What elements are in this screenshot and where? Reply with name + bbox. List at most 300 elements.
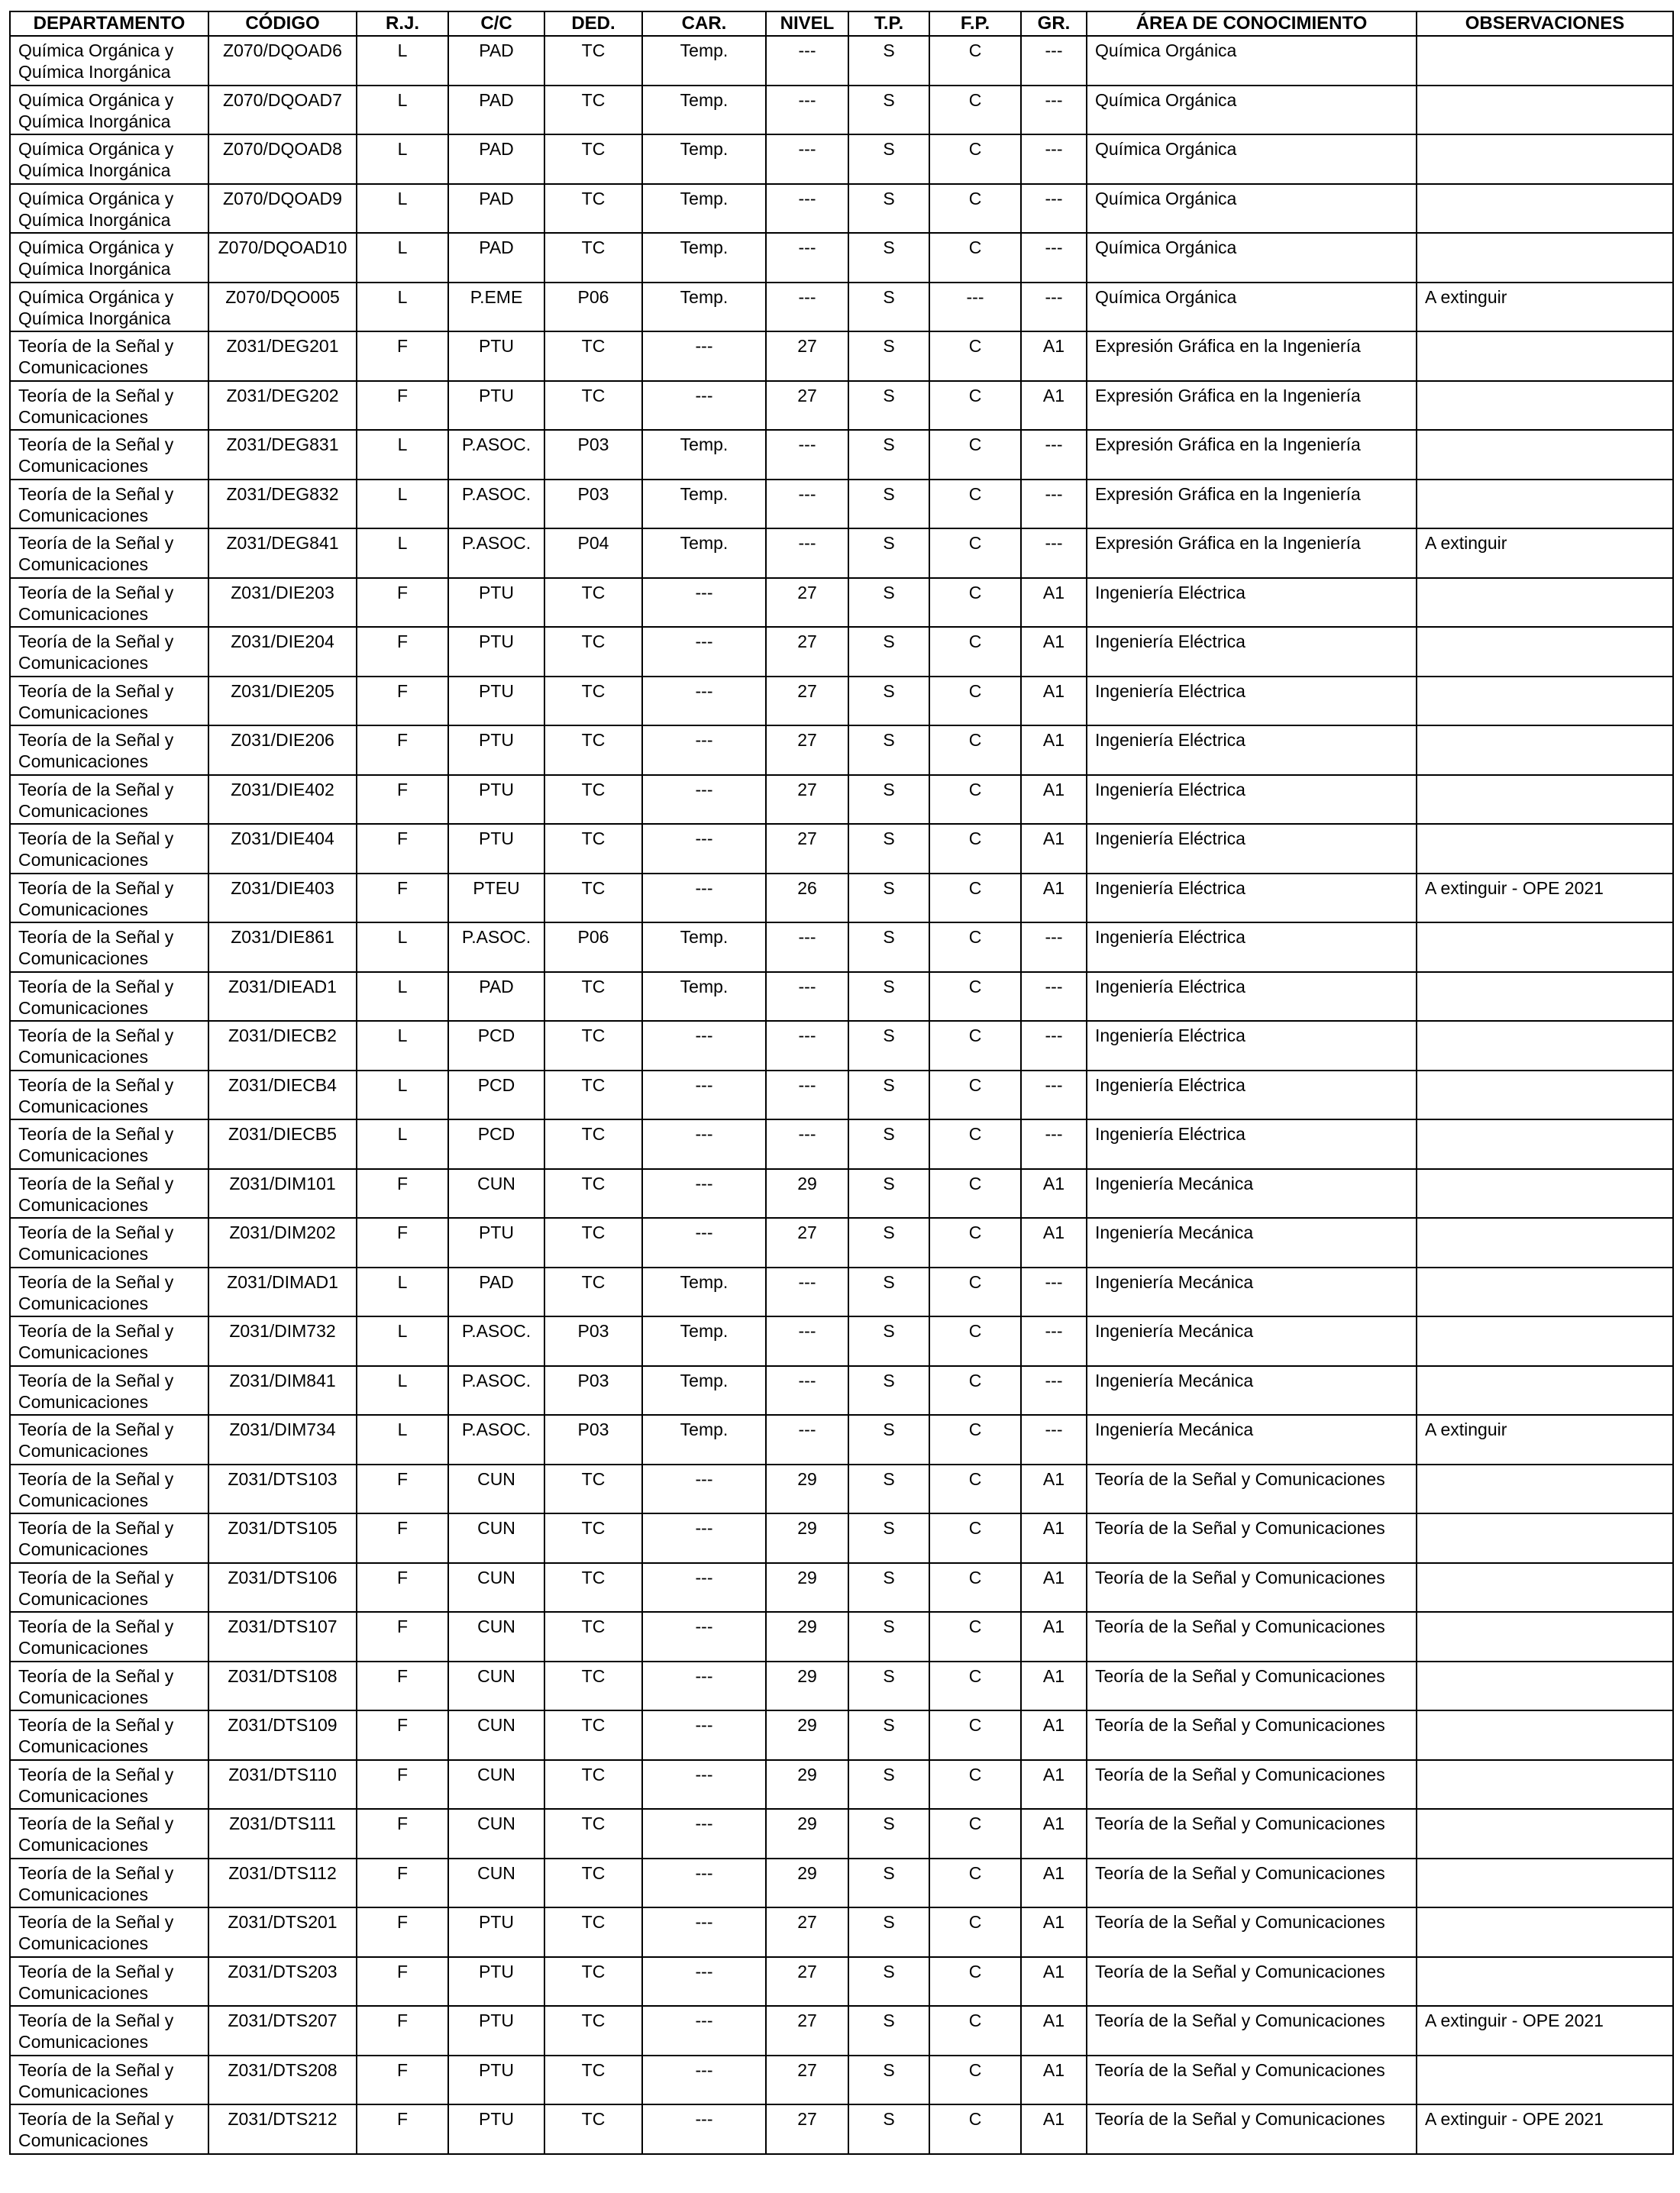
cell-rj: F xyxy=(357,381,448,431)
cell-cc: PTU xyxy=(448,1907,544,1957)
table-row xyxy=(10,1859,1673,1908)
cell-rj: L xyxy=(357,1119,448,1169)
cell-tp: S xyxy=(848,1316,929,1366)
cell-observaciones xyxy=(1417,627,1673,677)
cell-cc: PCD xyxy=(448,1071,544,1120)
header-area: ÁREA DE CONOCIMIENTO xyxy=(1087,11,1417,36)
cell-fp: C xyxy=(929,677,1021,726)
cell-departamento: Teoría de la Señal y Comunicaciones xyxy=(10,1169,208,1219)
header-car: CAR. xyxy=(642,11,766,36)
cell-observaciones xyxy=(1417,1710,1673,1760)
cell-departamento: Teoría de la Señal y Comunicaciones xyxy=(10,824,208,874)
cell-ded: P06 xyxy=(544,283,642,332)
table-row xyxy=(10,184,1673,234)
cell-nivel: --- xyxy=(766,1415,848,1465)
cell-car: Temp. xyxy=(642,922,766,972)
cell-nivel: 27 xyxy=(766,578,848,628)
cell-fp: C xyxy=(929,134,1021,184)
table-row xyxy=(10,381,1673,431)
cell-cc: CUN xyxy=(448,1710,544,1760)
table-row xyxy=(10,677,1673,726)
cell-ded: TC xyxy=(544,1612,642,1662)
cell-car: --- xyxy=(642,1760,766,1810)
cell-nivel: 27 xyxy=(766,2006,848,2056)
cell-gr: --- xyxy=(1021,430,1087,480)
cell-gr: A1 xyxy=(1021,1563,1087,1613)
cell-car: --- xyxy=(642,1809,766,1859)
cell-car: --- xyxy=(642,824,766,874)
cell-rj: L xyxy=(357,922,448,972)
cell-fp: C xyxy=(929,922,1021,972)
cell-rj: F xyxy=(357,1612,448,1662)
cell-rj: L xyxy=(357,1415,448,1465)
cell-rj: F xyxy=(357,1169,448,1219)
cell-car: --- xyxy=(642,677,766,726)
cell-ded: TC xyxy=(544,381,642,431)
cell-tp: S xyxy=(848,381,929,431)
cell-nivel: --- xyxy=(766,1316,848,1366)
cell-car: --- xyxy=(642,578,766,628)
cell-departamento: Química Orgánica y Química Inorgánica xyxy=(10,184,208,234)
cell-tp: S xyxy=(848,922,929,972)
cell-area: Química Orgánica xyxy=(1087,283,1417,332)
cell-departamento: Teoría de la Señal y Comunicaciones xyxy=(10,972,208,1022)
cell-gr: --- xyxy=(1021,1268,1087,1317)
cell-nivel: 29 xyxy=(766,1859,848,1908)
cell-observaciones: A extinguir - OPE 2021 xyxy=(1417,874,1673,923)
cell-observaciones xyxy=(1417,1612,1673,1662)
cell-codigo: Z031/DTS208 xyxy=(208,2056,357,2105)
cell-observaciones xyxy=(1417,972,1673,1022)
cell-cc: PAD xyxy=(448,184,544,234)
cell-departamento: Teoría de la Señal y Comunicaciones xyxy=(10,1563,208,1613)
table-row xyxy=(10,331,1673,381)
cell-codigo: Z031/DIMAD1 xyxy=(208,1268,357,1317)
cell-nivel: 29 xyxy=(766,1662,848,1711)
cell-car: --- xyxy=(642,1859,766,1908)
cell-codigo: Z031/DIE203 xyxy=(208,578,357,628)
table-row xyxy=(10,1513,1673,1563)
cell-rj: F xyxy=(357,1513,448,1563)
cell-area: Ingeniería Eléctrica xyxy=(1087,922,1417,972)
cell-nivel: 27 xyxy=(766,824,848,874)
cell-observaciones xyxy=(1417,1563,1673,1613)
cell-departamento: Teoría de la Señal y Comunicaciones xyxy=(10,1119,208,1169)
table-row xyxy=(10,36,1673,86)
cell-ded: TC xyxy=(544,134,642,184)
cell-nivel: --- xyxy=(766,36,848,86)
cell-ded: TC xyxy=(544,184,642,234)
cell-area: Ingeniería Eléctrica xyxy=(1087,775,1417,825)
cell-observaciones xyxy=(1417,1268,1673,1317)
cell-area: Teoría de la Señal y Comunicaciones xyxy=(1087,1907,1417,1957)
cell-departamento: Química Orgánica y Química Inorgánica xyxy=(10,134,208,184)
cell-fp: C xyxy=(929,1710,1021,1760)
cell-fp: C xyxy=(929,528,1021,578)
cell-ded: TC xyxy=(544,36,642,86)
cell-nivel: --- xyxy=(766,184,848,234)
cell-gr: --- xyxy=(1021,36,1087,86)
cell-codigo: Z031/DIE404 xyxy=(208,824,357,874)
cell-car: Temp. xyxy=(642,528,766,578)
cell-gr: A1 xyxy=(1021,677,1087,726)
cell-area: Expresión Gráfica en la Ingeniería xyxy=(1087,480,1417,529)
table-row xyxy=(10,1465,1673,1514)
cell-gr: --- xyxy=(1021,972,1087,1022)
cell-fp: C xyxy=(929,1119,1021,1169)
cell-ded: TC xyxy=(544,2006,642,2056)
cell-codigo: Z031/DIECB5 xyxy=(208,1119,357,1169)
cell-gr: A1 xyxy=(1021,578,1087,628)
cell-cc: PTU xyxy=(448,578,544,628)
cell-departamento: Teoría de la Señal y Comunicaciones xyxy=(10,2056,208,2105)
cell-ded: TC xyxy=(544,627,642,677)
header-gr: GR. xyxy=(1021,11,1087,36)
cell-fp: C xyxy=(929,430,1021,480)
cell-cc: PAD xyxy=(448,233,544,283)
table-row xyxy=(10,1809,1673,1859)
cell-rj: F xyxy=(357,1563,448,1613)
cell-gr: A1 xyxy=(1021,1612,1087,1662)
cell-departamento: Teoría de la Señal y Comunicaciones xyxy=(10,1071,208,1120)
table-row xyxy=(10,1612,1673,1662)
cell-car: --- xyxy=(642,381,766,431)
cell-departamento: Teoría de la Señal y Comunicaciones xyxy=(10,1268,208,1317)
cell-observaciones xyxy=(1417,1119,1673,1169)
table-row xyxy=(10,1760,1673,1810)
cell-area: Química Orgánica xyxy=(1087,184,1417,234)
cell-car: Temp. xyxy=(642,283,766,332)
cell-fp: C xyxy=(929,184,1021,234)
cell-codigo: Z031/DIM202 xyxy=(208,1218,357,1268)
cell-nivel: 27 xyxy=(766,1907,848,1957)
cell-fp: C xyxy=(929,627,1021,677)
cell-departamento: Teoría de la Señal y Comunicaciones xyxy=(10,1366,208,1416)
positions-table-wrapper xyxy=(9,11,1674,2155)
cell-departamento: Teoría de la Señal y Comunicaciones xyxy=(10,1513,208,1563)
cell-observaciones xyxy=(1417,1809,1673,1859)
cell-tp: S xyxy=(848,283,929,332)
cell-cc: PTU xyxy=(448,677,544,726)
cell-cc: CUN xyxy=(448,1662,544,1711)
cell-gr: --- xyxy=(1021,184,1087,234)
header-rj: R.J. xyxy=(357,11,448,36)
cell-departamento: Química Orgánica y Química Inorgánica xyxy=(10,36,208,86)
cell-cc: PAD xyxy=(448,1268,544,1317)
cell-cc: PTU xyxy=(448,381,544,431)
cell-tp: S xyxy=(848,1907,929,1957)
cell-departamento: Teoría de la Señal y Comunicaciones xyxy=(10,331,208,381)
cell-codigo: Z031/DEG841 xyxy=(208,528,357,578)
cell-cc: PAD xyxy=(448,972,544,1022)
cell-ded: TC xyxy=(544,1218,642,1268)
cell-gr: --- xyxy=(1021,1021,1087,1071)
cell-codigo: Z031/DTS110 xyxy=(208,1760,357,1810)
cell-observaciones xyxy=(1417,1169,1673,1219)
cell-fp: C xyxy=(929,1465,1021,1514)
cell-ded: P03 xyxy=(544,1316,642,1366)
cell-nivel: --- xyxy=(766,134,848,184)
cell-codigo: Z031/DIM734 xyxy=(208,1415,357,1465)
cell-observaciones xyxy=(1417,430,1673,480)
cell-car: --- xyxy=(642,1662,766,1711)
cell-gr: --- xyxy=(1021,480,1087,529)
cell-tp: S xyxy=(848,1119,929,1169)
cell-ded: TC xyxy=(544,725,642,775)
cell-cc: CUN xyxy=(448,1513,544,1563)
cell-fp: C xyxy=(929,1021,1021,1071)
cell-departamento: Teoría de la Señal y Comunicaciones xyxy=(10,1710,208,1760)
cell-rj: F xyxy=(357,627,448,677)
cell-tp: S xyxy=(848,2056,929,2105)
cell-ded: TC xyxy=(544,1513,642,1563)
cell-departamento: Teoría de la Señal y Comunicaciones xyxy=(10,1859,208,1908)
cell-observaciones xyxy=(1417,1859,1673,1908)
cell-codigo: Z031/DTS203 xyxy=(208,1957,357,2007)
cell-observaciones: A extinguir xyxy=(1417,528,1673,578)
cell-area: Teoría de la Señal y Comunicaciones xyxy=(1087,1563,1417,1613)
cell-car: Temp. xyxy=(642,86,766,135)
cell-codigo: Z070/DQO005 xyxy=(208,283,357,332)
cell-fp: C xyxy=(929,1662,1021,1711)
cell-area: Expresión Gráfica en la Ingeniería xyxy=(1087,430,1417,480)
table-row xyxy=(10,233,1673,283)
cell-tp: S xyxy=(848,1071,929,1120)
cell-fp: C xyxy=(929,1316,1021,1366)
cell-car: --- xyxy=(642,775,766,825)
cell-codigo: Z070/DQOAD6 xyxy=(208,36,357,86)
cell-ded: TC xyxy=(544,1268,642,1317)
cell-rj: F xyxy=(357,775,448,825)
cell-departamento: Teoría de la Señal y Comunicaciones xyxy=(10,2104,208,2154)
cell-gr: A1 xyxy=(1021,725,1087,775)
cell-ded: P03 xyxy=(544,1366,642,1416)
cell-codigo: Z070/DQOAD10 xyxy=(208,233,357,283)
cell-ded: TC xyxy=(544,1859,642,1908)
cell-tp: S xyxy=(848,1415,929,1465)
table-row xyxy=(10,1907,1673,1957)
cell-departamento: Teoría de la Señal y Comunicaciones xyxy=(10,480,208,529)
table-row xyxy=(10,1957,1673,2007)
cell-codigo: Z031/DIEAD1 xyxy=(208,972,357,1022)
cell-observaciones xyxy=(1417,1907,1673,1957)
header-observaciones: OBSERVACIONES xyxy=(1417,11,1673,36)
cell-gr: --- xyxy=(1021,86,1087,135)
cell-departamento: Teoría de la Señal y Comunicaciones xyxy=(10,775,208,825)
header-nivel: NIVEL xyxy=(766,11,848,36)
positions-table xyxy=(9,11,1674,2155)
cell-ded: TC xyxy=(544,874,642,923)
cell-codigo: Z031/DIM101 xyxy=(208,1169,357,1219)
cell-cc: P.ASOC. xyxy=(448,922,544,972)
cell-area: Teoría de la Señal y Comunicaciones xyxy=(1087,1809,1417,1859)
cell-ded: TC xyxy=(544,1957,642,2007)
cell-tp: S xyxy=(848,1465,929,1514)
cell-observaciones xyxy=(1417,331,1673,381)
cell-area: Expresión Gráfica en la Ingeniería xyxy=(1087,381,1417,431)
cell-rj: F xyxy=(357,578,448,628)
cell-ded: P06 xyxy=(544,922,642,972)
cell-tp: S xyxy=(848,528,929,578)
cell-gr: A1 xyxy=(1021,1662,1087,1711)
cell-cc: CUN xyxy=(448,1809,544,1859)
cell-gr: A1 xyxy=(1021,381,1087,431)
table-row xyxy=(10,725,1673,775)
cell-codigo: Z031/DTS108 xyxy=(208,1662,357,1711)
cell-tp: S xyxy=(848,677,929,726)
cell-area: Ingeniería Mecánica xyxy=(1087,1316,1417,1366)
cell-nivel: 27 xyxy=(766,775,848,825)
table-row xyxy=(10,1021,1673,1071)
cell-ded: TC xyxy=(544,1907,642,1957)
table-body xyxy=(10,36,1673,2154)
cell-car: --- xyxy=(642,1218,766,1268)
cell-rj: L xyxy=(357,1071,448,1120)
cell-ded: TC xyxy=(544,233,642,283)
cell-tp: S xyxy=(848,1563,929,1613)
table-row xyxy=(10,1119,1673,1169)
cell-codigo: Z031/DTS201 xyxy=(208,1907,357,1957)
cell-tp: S xyxy=(848,430,929,480)
cell-area: Ingeniería Eléctrica xyxy=(1087,1119,1417,1169)
cell-tp: S xyxy=(848,775,929,825)
cell-rj: L xyxy=(357,1268,448,1317)
cell-codigo: Z031/DTS107 xyxy=(208,1612,357,1662)
cell-rj: F xyxy=(357,1465,448,1514)
cell-area: Química Orgánica xyxy=(1087,36,1417,86)
cell-departamento: Teoría de la Señal y Comunicaciones xyxy=(10,1760,208,1810)
cell-ded: TC xyxy=(544,1760,642,1810)
cell-area: Teoría de la Señal y Comunicaciones xyxy=(1087,1662,1417,1711)
cell-nivel: 27 xyxy=(766,677,848,726)
cell-fp: C xyxy=(929,480,1021,529)
table-row xyxy=(10,874,1673,923)
cell-tp: S xyxy=(848,1710,929,1760)
cell-fp: C xyxy=(929,1218,1021,1268)
cell-tp: S xyxy=(848,86,929,135)
cell-observaciones xyxy=(1417,725,1673,775)
cell-area: Ingeniería Eléctrica xyxy=(1087,1071,1417,1120)
cell-nivel: 29 xyxy=(766,1760,848,1810)
cell-observaciones xyxy=(1417,578,1673,628)
cell-cc: CUN xyxy=(448,1612,544,1662)
cell-codigo: Z031/DTS111 xyxy=(208,1809,357,1859)
cell-fp: C xyxy=(929,775,1021,825)
cell-ded: TC xyxy=(544,1563,642,1613)
cell-tp: S xyxy=(848,2104,929,2154)
cell-codigo: Z031/DIE204 xyxy=(208,627,357,677)
cell-nivel: 27 xyxy=(766,381,848,431)
cell-rj: F xyxy=(357,1662,448,1711)
table-row xyxy=(10,1268,1673,1317)
table-row xyxy=(10,1218,1673,1268)
cell-gr: --- xyxy=(1021,233,1087,283)
table-row xyxy=(10,1316,1673,1366)
cell-observaciones xyxy=(1417,1316,1673,1366)
cell-codigo: Z031/DTS109 xyxy=(208,1710,357,1760)
cell-nivel: 29 xyxy=(766,1465,848,1514)
cell-rj: F xyxy=(357,1809,448,1859)
cell-fp: C xyxy=(929,233,1021,283)
cell-car: --- xyxy=(642,1021,766,1071)
cell-codigo: Z031/DIE403 xyxy=(208,874,357,923)
cell-observaciones xyxy=(1417,677,1673,726)
cell-gr: A1 xyxy=(1021,1859,1087,1908)
cell-area: Teoría de la Señal y Comunicaciones xyxy=(1087,2006,1417,2056)
cell-fp: C xyxy=(929,1809,1021,1859)
cell-tp: S xyxy=(848,1366,929,1416)
table-row xyxy=(10,922,1673,972)
cell-car: Temp. xyxy=(642,430,766,480)
cell-codigo: Z070/DQOAD7 xyxy=(208,86,357,135)
cell-departamento: Teoría de la Señal y Comunicaciones xyxy=(10,2006,208,2056)
cell-ded: TC xyxy=(544,2056,642,2105)
table-row xyxy=(10,1563,1673,1613)
cell-tp: S xyxy=(848,1218,929,1268)
cell-ded: TC xyxy=(544,677,642,726)
cell-area: Teoría de la Señal y Comunicaciones xyxy=(1087,2104,1417,2154)
cell-gr: A1 xyxy=(1021,1957,1087,2007)
cell-rj: L xyxy=(357,972,448,1022)
cell-observaciones xyxy=(1417,824,1673,874)
cell-observaciones xyxy=(1417,36,1673,86)
cell-cc: PAD xyxy=(448,134,544,184)
cell-tp: S xyxy=(848,1809,929,1859)
cell-area: Teoría de la Señal y Comunicaciones xyxy=(1087,1760,1417,1810)
cell-observaciones: A extinguir xyxy=(1417,283,1673,332)
cell-observaciones: A extinguir xyxy=(1417,1415,1673,1465)
cell-fp: C xyxy=(929,824,1021,874)
cell-departamento: Teoría de la Señal y Comunicaciones xyxy=(10,1907,208,1957)
table-row xyxy=(10,283,1673,332)
table-row xyxy=(10,2006,1673,2056)
cell-observaciones xyxy=(1417,922,1673,972)
cell-departamento: Teoría de la Señal y Comunicaciones xyxy=(10,1021,208,1071)
header-codigo: CÓDIGO xyxy=(208,11,357,36)
cell-cc: PAD xyxy=(448,36,544,86)
cell-ded: P03 xyxy=(544,1415,642,1465)
cell-fp: C xyxy=(929,1957,1021,2007)
cell-cc: P.ASOC. xyxy=(448,1366,544,1416)
cell-nivel: 27 xyxy=(766,331,848,381)
cell-nivel: --- xyxy=(766,922,848,972)
cell-codigo: Z031/DTS207 xyxy=(208,2006,357,2056)
cell-area: Ingeniería Eléctrica xyxy=(1087,627,1417,677)
cell-gr: A1 xyxy=(1021,331,1087,381)
cell-tp: S xyxy=(848,1662,929,1711)
header-tp: T.P. xyxy=(848,11,929,36)
cell-cc: CUN xyxy=(448,1760,544,1810)
cell-rj: L xyxy=(357,1366,448,1416)
cell-tp: S xyxy=(848,874,929,923)
cell-cc: PTU xyxy=(448,775,544,825)
cell-cc: P.ASOC. xyxy=(448,480,544,529)
cell-cc: PTU xyxy=(448,1218,544,1268)
cell-observaciones xyxy=(1417,233,1673,283)
cell-cc: PTU xyxy=(448,2104,544,2154)
cell-observaciones xyxy=(1417,184,1673,234)
table-row xyxy=(10,1071,1673,1120)
cell-nivel: --- xyxy=(766,1268,848,1317)
table-row xyxy=(10,972,1673,1022)
cell-cc: P.ASOC. xyxy=(448,1316,544,1366)
cell-ded: TC xyxy=(544,1119,642,1169)
table-row xyxy=(10,627,1673,677)
cell-gr: A1 xyxy=(1021,824,1087,874)
cell-fp: C xyxy=(929,1907,1021,1957)
cell-area: Ingeniería Eléctrica xyxy=(1087,677,1417,726)
cell-area: Ingeniería Mecánica xyxy=(1087,1218,1417,1268)
